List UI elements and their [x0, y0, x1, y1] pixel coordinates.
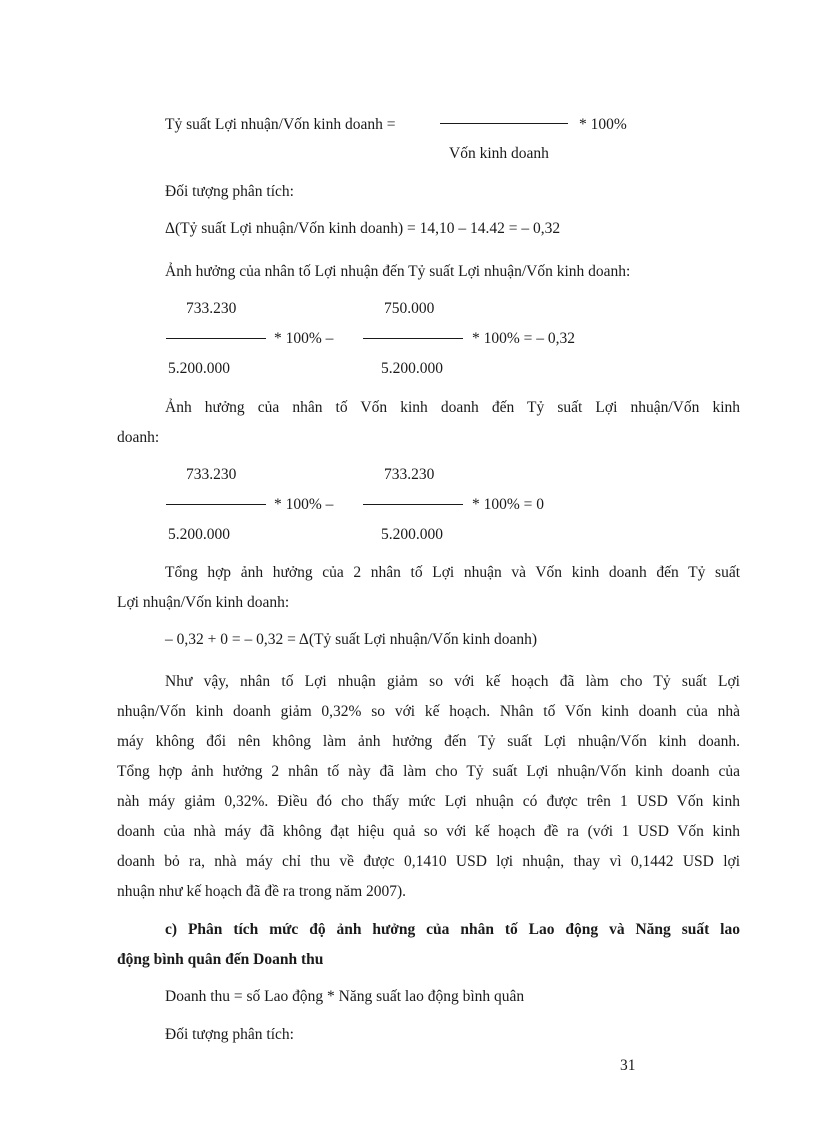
- conclusion-line: máy không đổi nên không làm ảnh hưởng đến Tỷ suất Lợi nhuận/Vốn kinh doanh.: [117, 733, 740, 750]
- effect1-denominator-a: 5.200.000: [168, 360, 230, 377]
- conclusion-line: nhuận như kế hoạch đã đề ra trong năm 2007).: [117, 883, 407, 900]
- effect-profit-heading: Ảnh hưởng của nhân tố Lợi nhuận đến Tỷ suất Lợi nhuận/Vốn kinh doanh:: [165, 263, 631, 280]
- effect1-numerator-a: 733.230: [186, 300, 237, 317]
- effect-capital-heading: Ảnh hưởng của nhân tố Vốn kinh doanh đến Tỷ suất Lợi nhuận/Vốn kinh: [165, 399, 740, 416]
- effect2-middle-term: * 100% –: [274, 496, 334, 513]
- effect2-result: * 100% = 0: [472, 496, 545, 513]
- effect2-denominator-a: 5.200.000: [168, 526, 230, 543]
- effect2-numerator-b: 733.230: [384, 466, 435, 483]
- formula-lhs: Tỷ suất Lợi nhuận/Vốn kinh doanh =: [165, 116, 396, 133]
- section-c-heading: c) Phân tích mức độ ảnh hưởng của nhân tố Lao động và Năng suất lao: [165, 921, 740, 938]
- summary-line-1: Tổng hợp ảnh hưởng của 2 nhân tố Lợi nhuận và Vốn kinh doanh đến Tỷ suất: [165, 564, 740, 581]
- section-c-heading-cont: động bình quân đến Doanh thu: [117, 951, 324, 968]
- fraction-bar: [166, 504, 266, 505]
- fraction-bar: [363, 338, 463, 339]
- revenue-formula: Doanh thu = số Lao động * Năng suất lao động bình quân: [165, 988, 525, 1005]
- delta-equation: Δ(Tỷ suất Lợi nhuận/Vốn kinh doanh) = 14,10 – 14.42 = – 0,32: [165, 220, 561, 237]
- summary-equation: – 0,32 + 0 = – 0,32 = Δ(Tỷ suất Lợi nhuận/Vốn kinh doanh): [165, 631, 538, 648]
- effect1-result: * 100% = – 0,32: [472, 330, 576, 347]
- summary-line-2: Lợi nhuận/Vốn kinh doanh:: [117, 594, 290, 611]
- analysis-object-label-2: Đối tượng phân tích:: [165, 1026, 294, 1043]
- effect2-denominator-b: 5.200.000: [381, 526, 443, 543]
- conclusion-line: doanh của nhà máy đã không đạt hiệu quả so với kế hoạch đề ra (với 1 USD Vốn kinh: [117, 823, 740, 840]
- effect1-numerator-b: 750.000: [384, 300, 435, 317]
- formula-denominator: Vốn kinh doanh: [449, 145, 549, 162]
- conclusion-line: doanh bỏ ra, nhà máy chỉ thu về được 0,1410 USD lợi nhuận, thay vì 0,1442 USD lợi: [117, 853, 740, 870]
- fraction-bar: [166, 338, 266, 339]
- fraction-bar: [440, 123, 568, 124]
- effect2-numerator-a: 733.230: [186, 466, 237, 483]
- fraction-bar: [363, 504, 463, 505]
- conclusion-line: nàh máy giảm 0,32%. Điều đó cho thấy mức Lợi nhuận có được trên 1 USD Vốn kinh: [117, 793, 740, 810]
- page-number: 31: [620, 1057, 636, 1074]
- conclusion-line: nhuận/Vốn kinh doanh giảm 0,32% so với kế hoạch. Nhân tố Vốn kinh doanh của nhà: [117, 703, 740, 720]
- analysis-object-label: Đối tượng phân tích:: [165, 183, 294, 200]
- effect1-middle-term: * 100% –: [274, 330, 334, 347]
- formula-multiplier: * 100%: [579, 116, 627, 133]
- conclusion-line: Như vậy, nhân tố Lợi nhuận giảm so với kế hoạch đã làm cho Tỷ suất Lợi: [165, 673, 740, 690]
- conclusion-line: Tổng hợp ảnh hưởng 2 nhân tố này đã làm cho Tỷ suất Lợi nhuận/Vốn kinh doanh của: [117, 763, 740, 780]
- effect1-denominator-b: 5.200.000: [381, 360, 443, 377]
- effect-capital-heading-cont: doanh:: [117, 429, 160, 446]
